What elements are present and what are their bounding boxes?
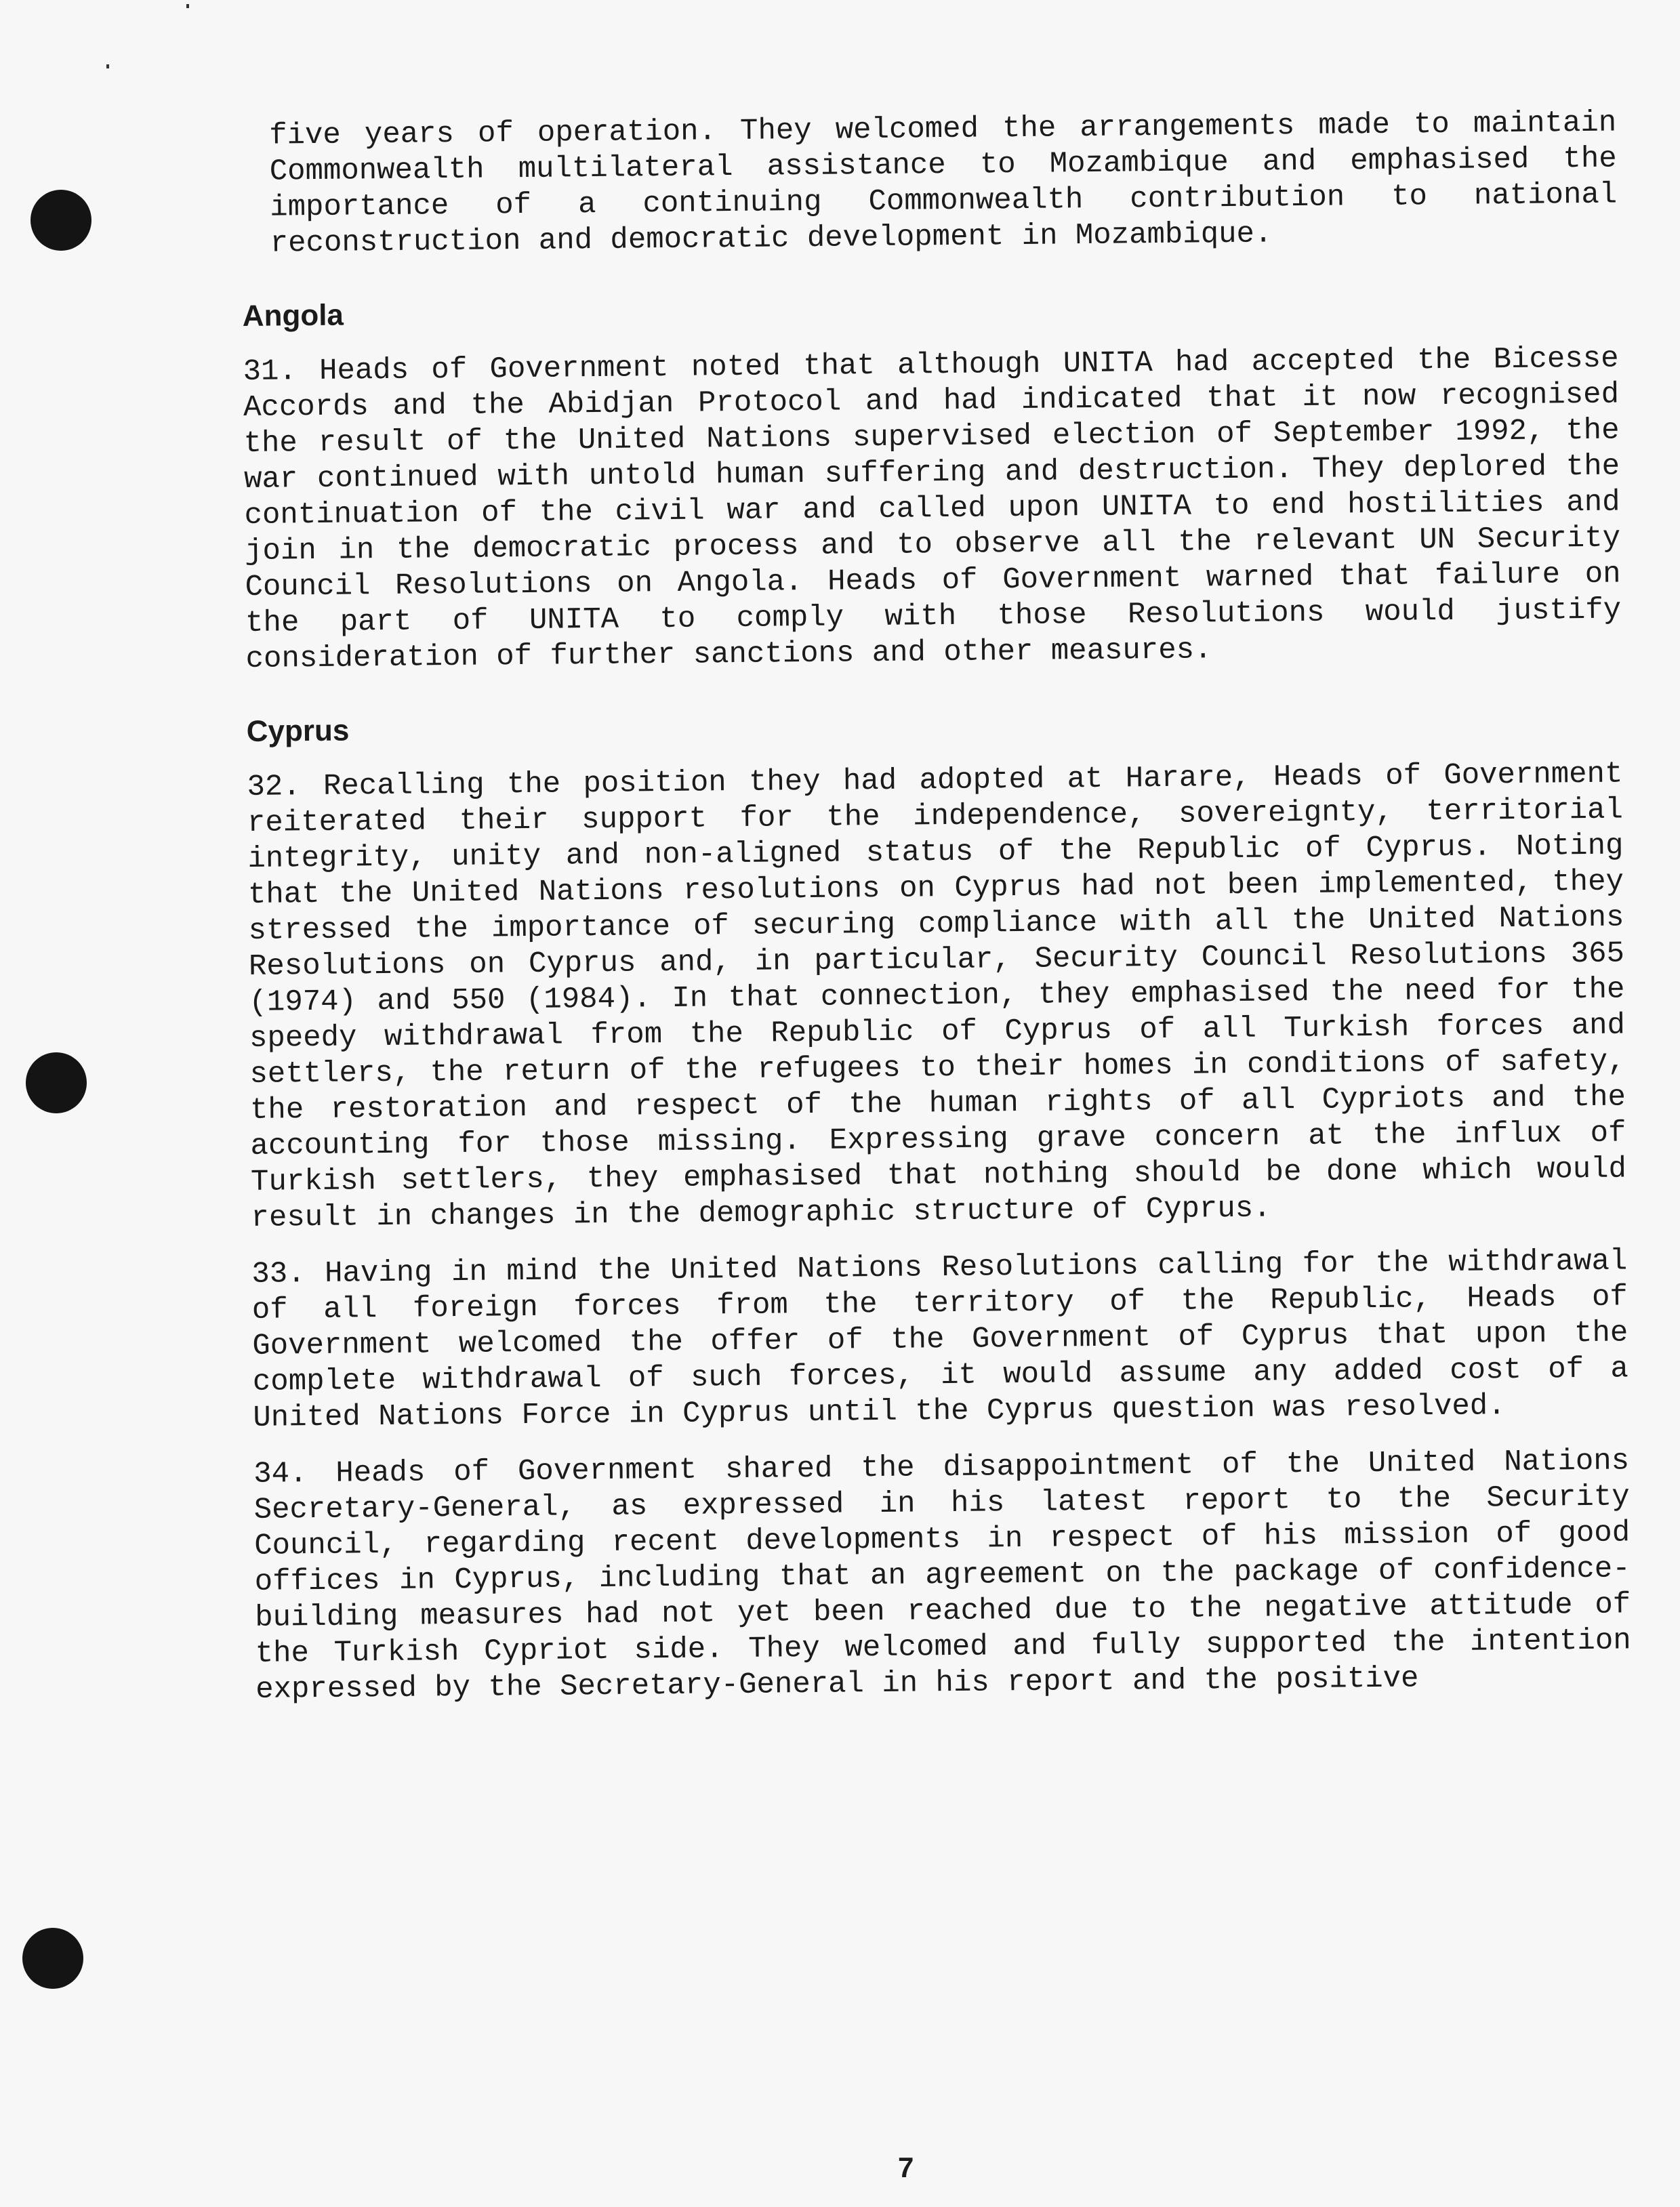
paragraph-32: 32. Recalling the position they had adopted at Harare, Heads of Government reiterated their support for the independence, sovereignty, territorial integrity, unity and non-aligned status of the Republic of Cyprus. Noting that the United Nations resolutions on Cyprus had not been implemented, they stressed the importance of securing compliance with all the United Nations Resolutions on Cyprus and, in particular, Security Council Resolutions 365 (1974) and 550 (1984). In that connection, they emphasised the need for the speedy withdrawal from the Republic of Cyprus of all Turkish forces and settlers, the return of the refugees to their homes in conditions of safety, the restoration and respect of the human rights of all Cypriots and the accounting for those missing. Expressing grave concern at the influx of Turkish settlers, they emphasised that nothing should be done which would result in changes in the demographic structure of Cyprus. xyxy=(247,757,1627,1235)
scan-speck xyxy=(186,4,189,8)
intro-paragraph: five years of operation. They welcomed the arrangements made to maintain Commonwealth multilateral assistance to Mozambique and emphasised the importance of a continuing Commonwealth contribution to national reconstruction and democratic development in Mozambique. xyxy=(269,106,1618,261)
paragraph-31: 31. Heads of Government noted that although UNITA had accepted the Bicesse Accords and the Abidjan Protocol and had indicated that it now recognised the result of the United Nations supervised election of September 1992, the war continued with untold human suffering and destruction. They deplored the continuation of the civil war and called upon UNITA to end hostilities and join in the democratic process and to observe all the relevant UN Security Council Resolutions on Angola. Heads of Government warned that failure on the part of UNITA to comply with those Resolutions would justify consideration of further sanctions and other measures. xyxy=(243,342,1622,676)
document-body xyxy=(241,106,1631,1708)
page-number: 7 xyxy=(898,2151,914,2183)
punch-hole-top xyxy=(30,190,91,251)
section-heading-cyprus: Cyprus xyxy=(246,714,350,748)
scan-speck xyxy=(106,64,109,68)
punch-hole-middle xyxy=(26,1052,87,1113)
paragraph-33: 33. Having in mind the United Nations Resolutions calling for the withdrawal of all foreign forces from the territory of the Republic, Heads of Government welcomed the offer of the Government of Cyprus that upon the complete withdrawal of such forces, it would assume any added cost of a United Nations Force in Cyprus until the Cyprus question was resolved. xyxy=(251,1244,1629,1435)
punch-hole-bottom xyxy=(22,1928,83,1989)
section-heading-angola: Angola xyxy=(242,298,344,333)
paragraph-34: 34. Heads of Government shared the disappointment of the United Nations Secretary-General, as expressed in his latest report to the Security Council, regarding recent developments in respect of his mission of good offices in Cyprus, including that an agreement on the package of confidence-building measures had not yet been reached due to the negative attitude of the Turkish Cypriot side. They welcomed and fully supported the intention expressed by the Secretary-General in his report and the positive xyxy=(253,1444,1631,1707)
